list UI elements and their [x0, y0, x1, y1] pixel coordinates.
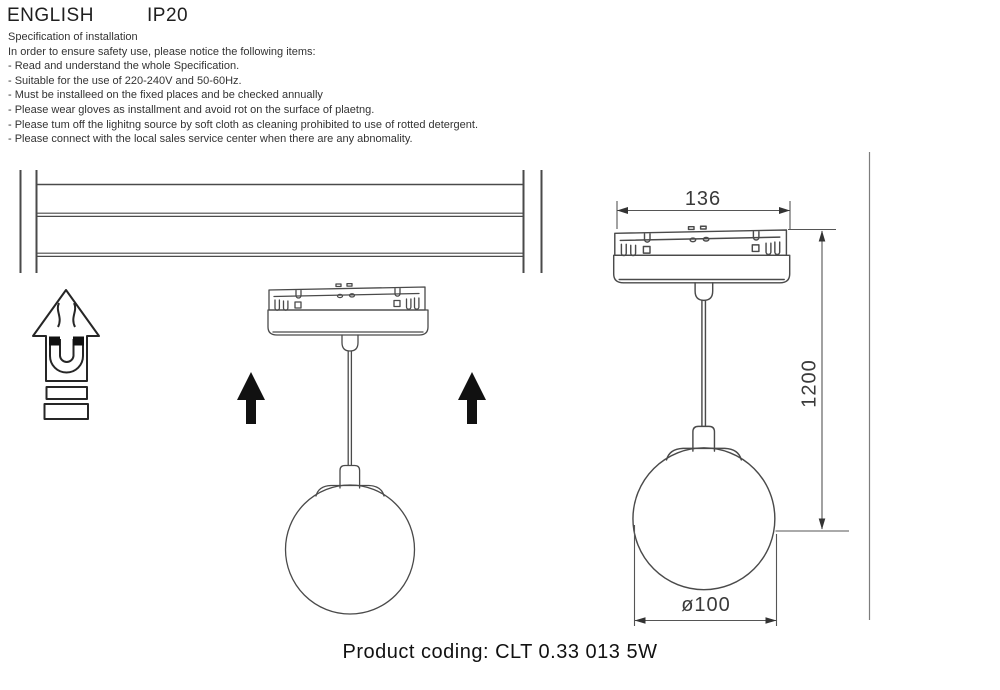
spec-item: - Please wear gloves as installment and avoid rot on the surface of plaetng. — [8, 104, 375, 116]
ip-rating-label: IP20 — [147, 5, 189, 26]
spec-item: - Please tum off the lighitng source by soft cloth as cleaning prohibited to use of rotted detergent. — [8, 118, 479, 131]
spec-intro: In order to ensure safety use, please notice the following items: — [8, 45, 316, 58]
spec-item: - Read and understand the whole Specification. — [8, 60, 240, 73]
language-label: ENGLISH — [7, 5, 94, 26]
pendant-lamp-dimensioned-view — [614, 226, 790, 589]
track-rail — [21, 170, 542, 273]
spec-item: - Suitable for the use of 220-240V and 50-60Hz. — [8, 74, 242, 87]
dimension-diameter-label: ø100 — [681, 594, 731, 616]
pendant-lamp-installation-view — [268, 284, 428, 614]
up-arrow-left — [237, 372, 265, 424]
spec-item: - Must be installeed on the fixed places and be checked annually — [8, 89, 323, 102]
up-arrow-right — [458, 372, 486, 424]
dimension-drop-label: 1200 — [798, 359, 821, 408]
magnet-attach-upward-icon — [33, 290, 99, 419]
spec-item: - Please connect with the local sales service center when there are any abnomality. — [8, 133, 413, 146]
spec-title: Specification of installation — [8, 31, 138, 43]
dimension-width-label: 136 — [684, 188, 722, 210]
install-direction-up-arrows — [237, 372, 486, 424]
product-coding: Product coding: CLT 0.33 013 5W — [342, 641, 658, 663]
